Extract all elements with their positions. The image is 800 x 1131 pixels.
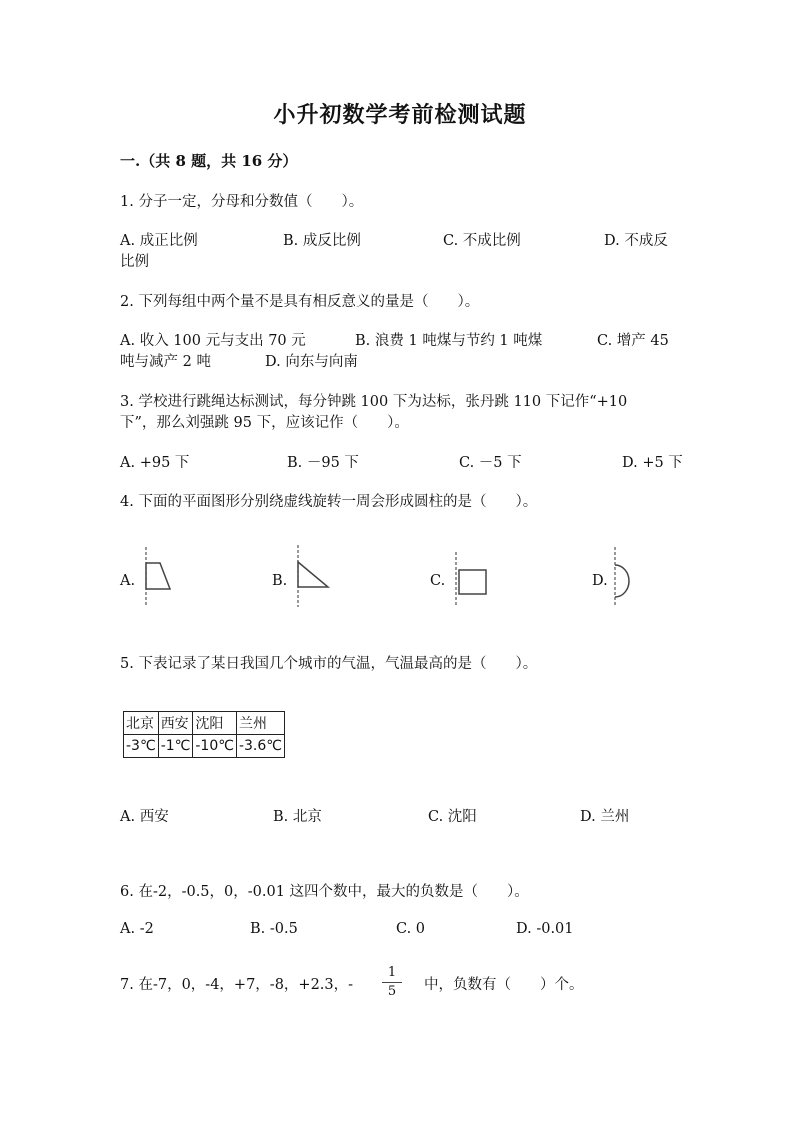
fraction-bar: [382, 982, 402, 983]
q3-option-c: C. －5 下: [459, 455, 522, 471]
q6-option-b: B. -0.5: [250, 921, 298, 937]
table-cell: 兰州: [236, 712, 284, 735]
q4-label-a: A.: [120, 573, 136, 589]
q3-option-a: A. +95 下: [120, 455, 190, 471]
q6-option-c: C. 0: [396, 921, 426, 937]
q4-figure-b-triangle: [290, 543, 335, 609]
fraction: [382, 965, 402, 1000]
q4-label-b: B.: [272, 573, 288, 589]
table-cell: -1℃: [158, 735, 193, 758]
q4-label-d: D.: [592, 573, 608, 589]
question-3-text: 3. 学校进行跳绳达标测试，每分钟跳 100 下为达标，张丹跳 110 下记作“+10: [120, 394, 628, 410]
question-4-text: 4. 下面的平面图形分别绕虚线旋转一周会形成圆柱的是（ ）。: [120, 494, 538, 510]
q5-option-a: A. 西安: [120, 809, 169, 825]
table-cell: 北京: [124, 712, 159, 735]
q1-option-a: A. 成正比例: [120, 233, 198, 249]
q3-option-d: D. +5 下: [622, 455, 683, 471]
question-6-text: 6. 在-2，-0.5，0，-0.01 这四个数中，最大的负数是（ ）。: [120, 884, 529, 900]
temperature-table: [123, 711, 285, 758]
section-heading: 一.（共 8 题，共 16 分）: [120, 152, 298, 170]
question-5-text: 5. 下表记录了某日我国几个城市的气温，气温最高的是（ ）。: [120, 656, 538, 672]
q1-option-d: D. 不成反: [604, 233, 668, 249]
table-row: [124, 735, 285, 758]
q2-option-a: A. 收入 100 元与支出 70 元: [120, 333, 306, 349]
question-3-text-cont: 下”，那么刘强跳 95 下，应该记作（ ）。: [120, 415, 409, 431]
table-row: [124, 712, 285, 735]
table-cell: 沈阳: [193, 712, 237, 735]
q3-option-b: B. －95 下: [287, 455, 359, 471]
table-cell: 西安: [158, 712, 193, 735]
q2-option-c-wrap: 吨与减产 2 吨: [120, 354, 211, 370]
q5-option-c: C. 沈阳: [428, 809, 477, 825]
question-2-text: 2. 下列每组中两个量不是具有相反意义的量是（ ）。: [120, 294, 480, 310]
fraction-numerator: 1: [387, 965, 397, 980]
q4-label-c: C.: [430, 573, 446, 589]
q2-option-c: C. 增产 45: [597, 333, 669, 349]
q1-option-c: C. 不成比例: [443, 233, 521, 249]
question-7-text: 7. 在-7，0，-4，+7，-8，+2.3，-: [120, 977, 354, 993]
table-cell: -3.6℃: [236, 735, 284, 758]
table-cell: -10℃: [193, 735, 237, 758]
q2-option-b: B. 浪费 1 吨煤与节约 1 吨煤: [355, 333, 543, 349]
q1-option-b: B. 成反比例: [283, 233, 361, 249]
q4-figure-d-semicircle: [608, 545, 643, 607]
question-1-text: 1. 分子一定，分母和分数值（ ）。: [120, 194, 364, 210]
table-cell: -3℃: [124, 735, 159, 758]
q4-figure-c-rectangle: [448, 550, 493, 608]
q1-option-d-wrap: 比例: [120, 254, 149, 270]
fraction-denominator: 5: [387, 984, 397, 999]
page-title: 小升初数学考前检测试题: [273, 102, 527, 128]
q2-option-d: D. 向东与向南: [265, 354, 358, 370]
q4-figure-a-trapezoid: [138, 545, 178, 607]
q6-option-d: D. -0.01: [516, 921, 574, 937]
question-7-text-after: 中，负数有（ ）个。: [424, 977, 584, 993]
q6-option-a: A. -2: [120, 921, 154, 937]
q5-option-b: B. 北京: [273, 809, 322, 825]
q5-option-d: D. 兰州: [580, 809, 630, 825]
